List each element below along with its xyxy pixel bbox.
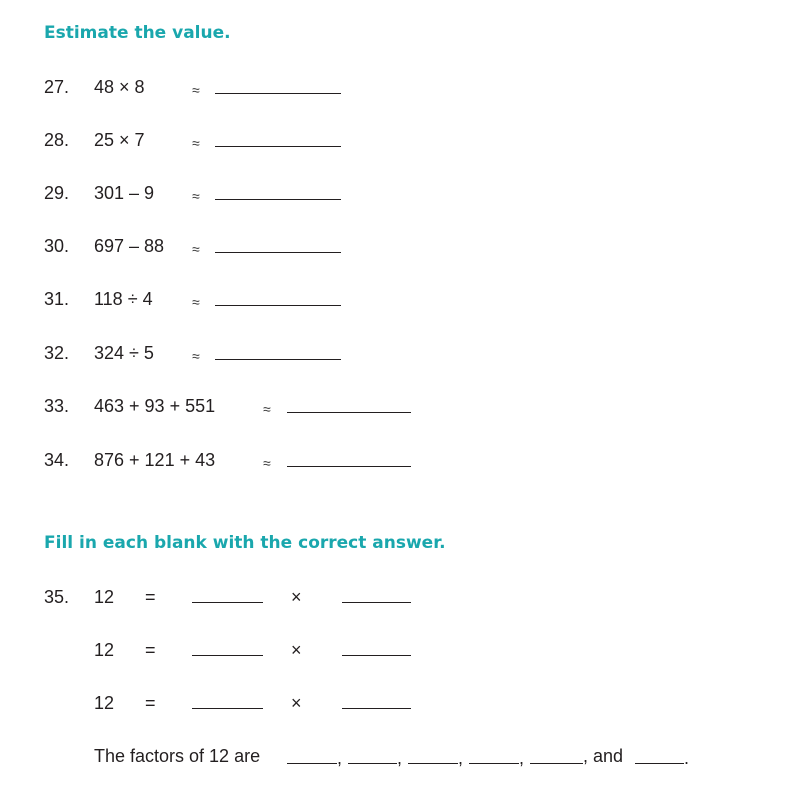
comma: , <box>519 748 525 768</box>
approx-symbol: ≈ <box>192 294 200 310</box>
problem-expression: 324 ÷ 5 <box>94 343 154 363</box>
problem-number: 34. <box>44 450 70 470</box>
comma: , <box>458 748 464 768</box>
answer-blank[interactable] <box>215 252 341 253</box>
factor-blank-1[interactable] <box>192 602 263 603</box>
answer-blank[interactable] <box>215 359 341 360</box>
answer-blank[interactable] <box>215 93 341 94</box>
problem-expression: 876 + 121 + 43 <box>94 450 216 470</box>
factor-blank-1[interactable] <box>192 708 263 709</box>
and-word: , and <box>583 746 624 766</box>
factors-blank-3[interactable] <box>408 763 458 764</box>
approx-symbol: ≈ <box>192 82 200 98</box>
approx-symbol: ≈ <box>263 401 271 417</box>
problem-expression: 118 ÷ 4 <box>94 289 153 309</box>
factor-row-lhs: 12 <box>94 640 115 660</box>
section-heading-fill-in: Fill in each blank with the correct answer. <box>44 533 446 553</box>
period: . <box>684 748 690 768</box>
answer-blank[interactable] <box>287 412 411 413</box>
problem-expression: 301 – 9 <box>94 183 155 203</box>
factors-blank-1[interactable] <box>287 763 337 764</box>
problem-number: 35. <box>44 587 70 607</box>
problem-expression: 463 + 93 + 551 <box>94 396 216 416</box>
times-symbol: × <box>291 693 302 713</box>
comma: , <box>397 748 403 768</box>
problem-expression: 48 × 8 <box>94 77 145 97</box>
comma: , <box>337 748 343 768</box>
times-symbol: × <box>291 587 302 607</box>
answer-blank[interactable] <box>215 305 341 306</box>
factor-blank-2[interactable] <box>342 602 411 603</box>
problem-number: 33. <box>44 396 70 416</box>
equals-symbol: = <box>145 693 156 713</box>
approx-symbol: ≈ <box>192 135 200 151</box>
approx-symbol: ≈ <box>192 241 200 257</box>
factors-blank-5[interactable] <box>530 763 583 764</box>
times-symbol: × <box>291 640 302 660</box>
answer-blank[interactable] <box>215 146 341 147</box>
factor-blank-2[interactable] <box>342 655 411 656</box>
answer-blank[interactable] <box>215 199 341 200</box>
factor-row-lhs: 12 <box>94 693 115 713</box>
factor-blank-1[interactable] <box>192 655 263 656</box>
problem-expression: 697 – 88 <box>94 236 165 256</box>
factors-blank-4[interactable] <box>469 763 519 764</box>
problem-number: 32. <box>44 343 70 363</box>
approx-symbol: ≈ <box>192 188 200 204</box>
approx-symbol: ≈ <box>192 348 200 364</box>
problem-expression: 25 × 7 <box>94 130 145 150</box>
problem-number: 30. <box>44 236 70 256</box>
problem-number: 31. <box>44 289 70 309</box>
problem-number: 29. <box>44 183 70 203</box>
factors-blank-6[interactable] <box>635 763 684 764</box>
equals-symbol: = <box>145 640 156 660</box>
section-heading-estimate: Estimate the value. <box>44 23 231 43</box>
problem-number: 28. <box>44 130 70 150</box>
answer-blank[interactable] <box>287 466 411 467</box>
approx-symbol: ≈ <box>263 455 271 471</box>
factor-row-lhs: 12 <box>94 587 115 607</box>
problem-number: 27. <box>44 77 70 97</box>
factors-blank-2[interactable] <box>348 763 397 764</box>
factors-prefix: The factors of 12 are <box>94 746 261 766</box>
equals-symbol: = <box>145 587 156 607</box>
factor-blank-2[interactable] <box>342 708 411 709</box>
